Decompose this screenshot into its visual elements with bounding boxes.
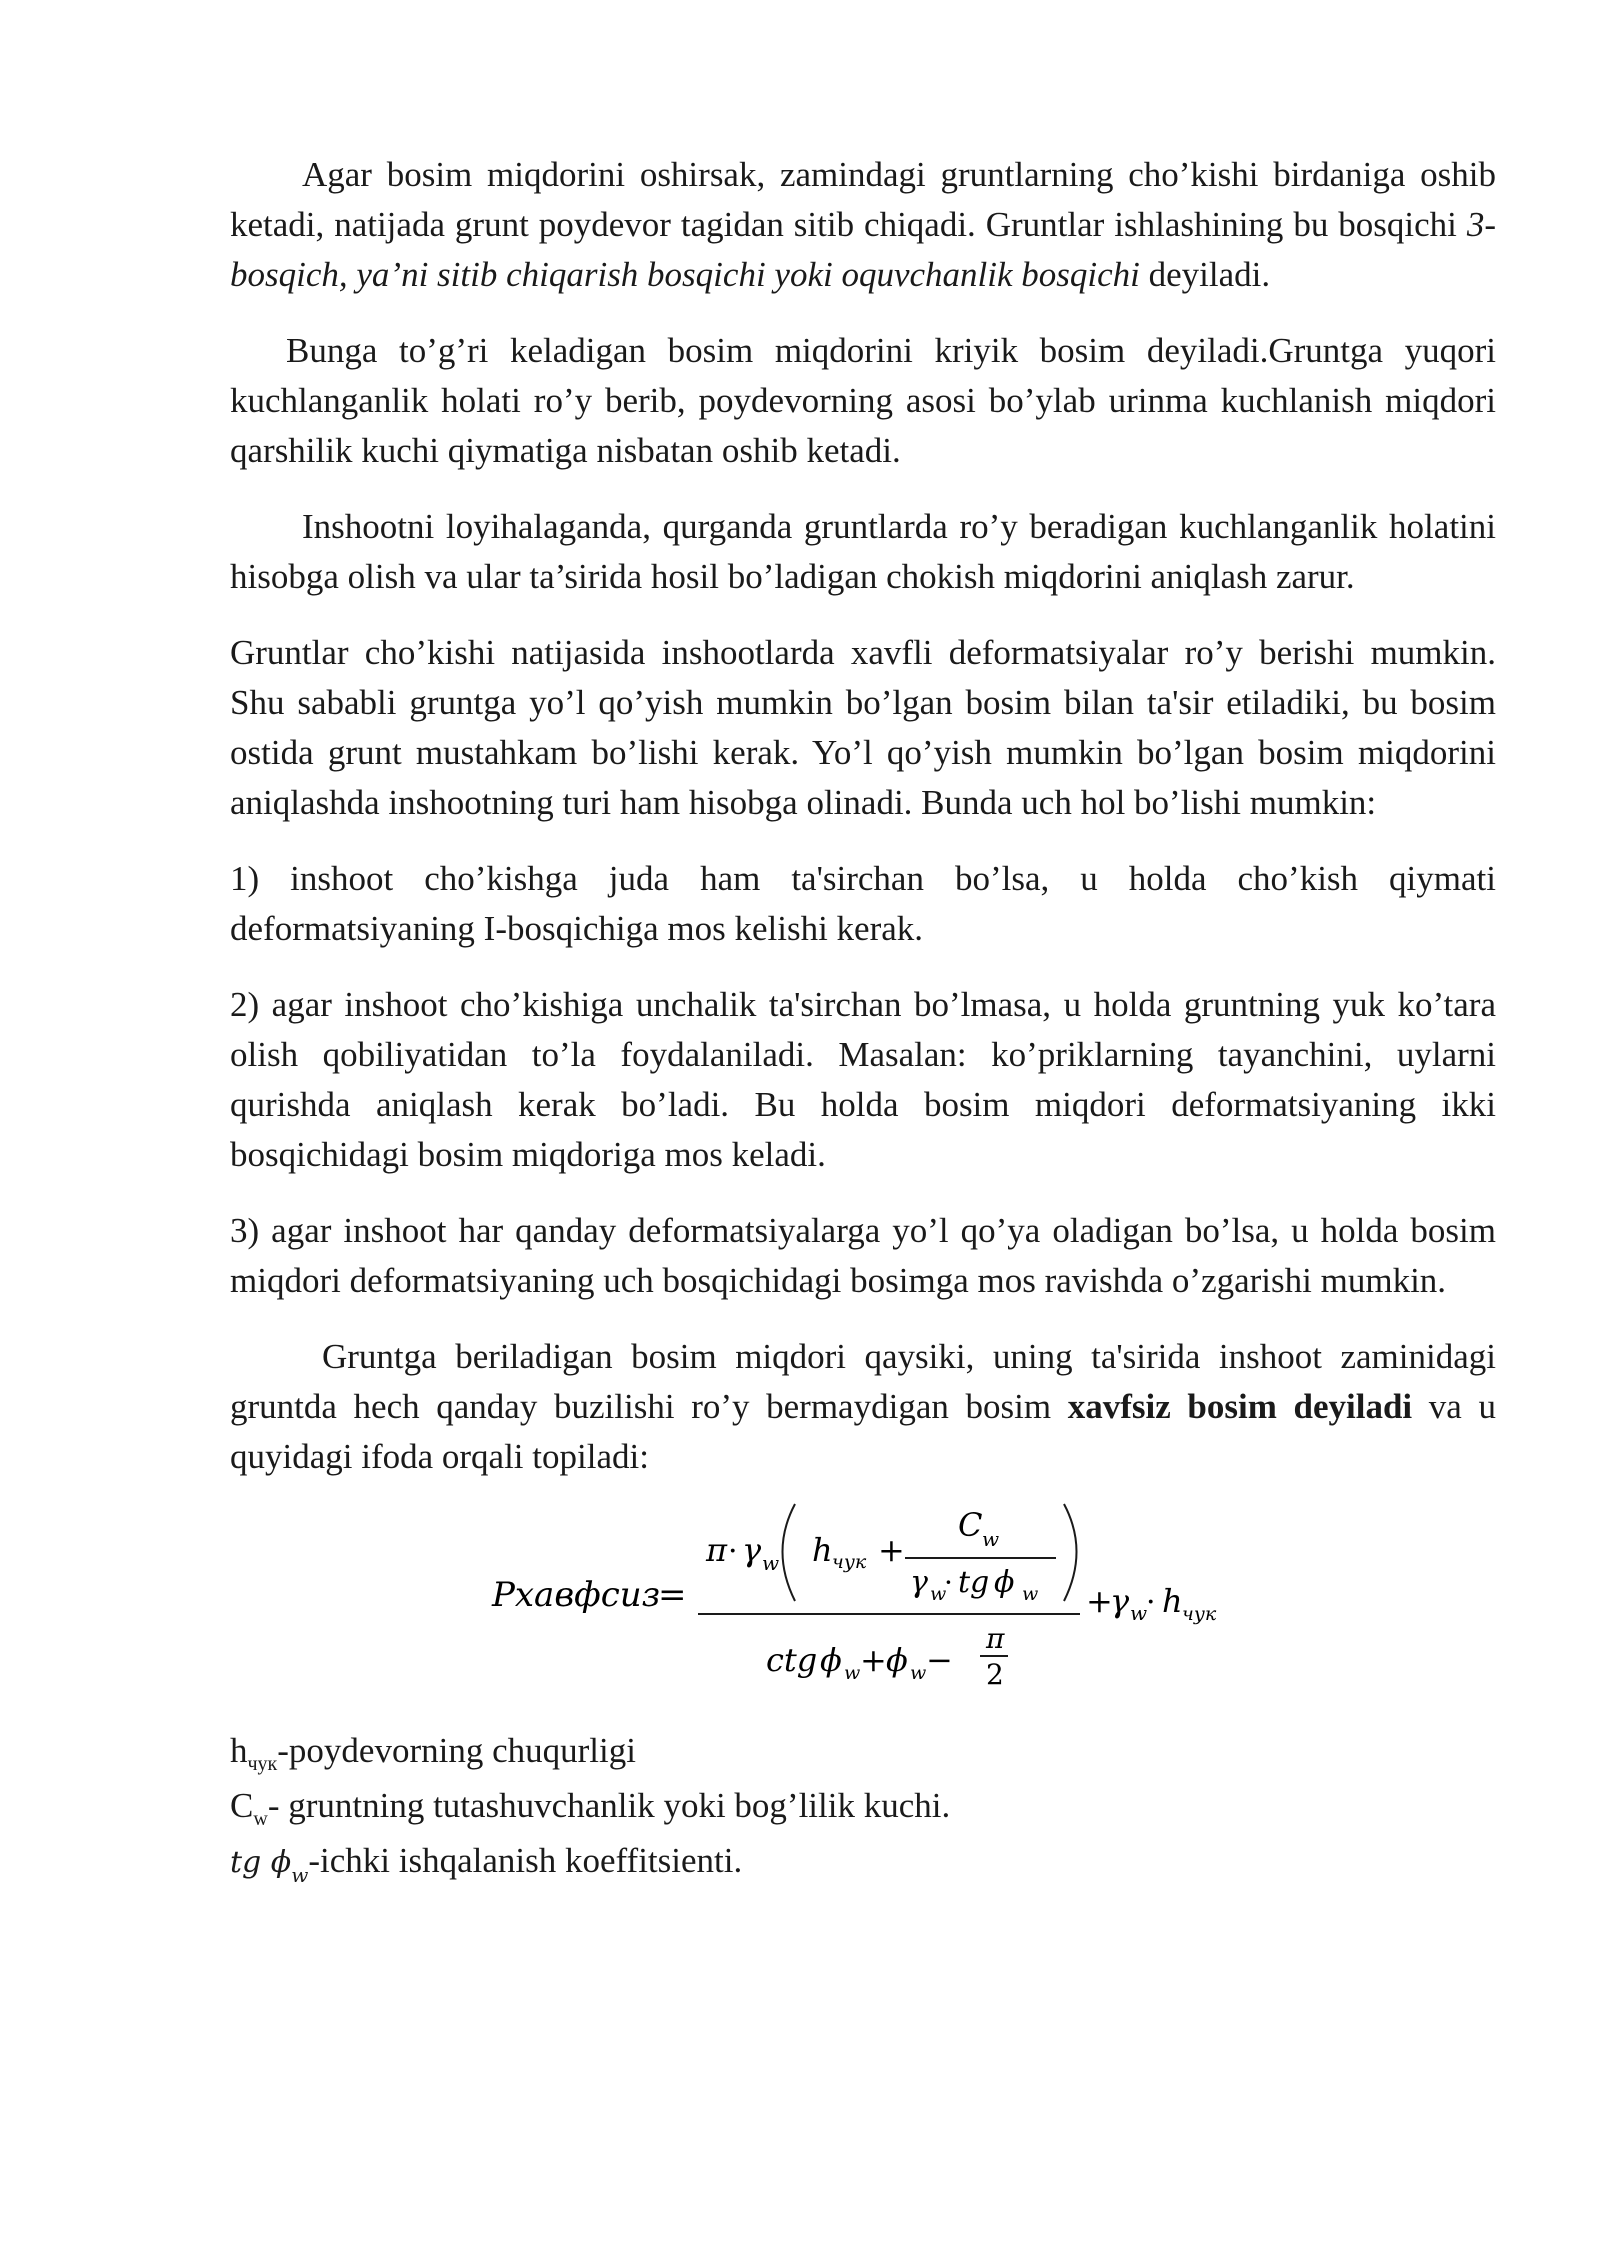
paragraph-safe-pressure <box>230 1332 1496 1482</box>
formula-svg <box>230 1496 1496 1691</box>
formula-two: 2 <box>986 1658 1004 1691</box>
paragraph-design-stress: Inshootni loyihalaganda, qurganda gruntlarda ro’y beradigan kuchlanganlik holatini hisobga olish va ular ta’sirida hosil bo’ladigan chokish miqdorini aniqlash zarur. <box>230 507 1496 596</box>
formula-sub-chuk-2: чук <box>1182 1603 1217 1625</box>
formula-h-2: h <box>1162 1582 1183 1620</box>
formula-sub-chuk-1: чук <box>832 1551 867 1573</box>
formula-plus-3: + <box>1086 1582 1113 1620</box>
paragraph-stage3-end: deyiladi. <box>1139 255 1271 294</box>
legend-h-symbol: h <box>230 1731 248 1770</box>
formula-dot-1: · <box>728 1534 738 1569</box>
formula-sub-w-5: w <box>910 1662 927 1684</box>
formula-phi-2: ϕ <box>820 1641 842 1679</box>
list-item-case-3: 3) agar inshoot har qanday deformatsiyalarga yo’l qo’ya oladigan bo’lsa, u holda bosim miqdori deformatsiyaning uch bosqichidagi bosimga mos ravishda o’zgarishi mumkin. <box>230 1211 1496 1300</box>
legend-c-text: - gruntning tutashuvchanlik yoki bog’lilik kuchi. <box>267 1786 951 1825</box>
formula-dot-2: · <box>944 1566 953 1599</box>
stage3-italic-term: 3- bosqich, ya’ni sitib chiqarish bosqichi yoki oquvchanlik bosqichi <box>230 205 1496 294</box>
formula-sub-w-6: w <box>1130 1601 1148 1625</box>
formula-plus-1: + <box>878 1531 905 1569</box>
formula-ctg: ctg <box>766 1641 818 1679</box>
formula-sub-w-4: w <box>844 1662 861 1684</box>
legend-h-subscript: чук <box>247 1753 278 1775</box>
formula-h: h <box>812 1531 833 1569</box>
legend-depth <box>230 1726 1496 1781</box>
formula-paren-left <box>783 1504 796 1601</box>
list-item-case-2: 2) agar inshoot cho’kishiga unchalik ta'sirchan bo’lmasa, u holda gruntning yuk ko’tara olish qobiliyatidan to’la foydalaniladi. Masalan: ko’priklarning tayanchini, uylarni qurishda aniqlash kerak bo’ladi. Bu holda bosim miqdori deformatsiyaning ikki bosqichidagi bosim miqdoriga mos keladi. <box>230 985 1496 1174</box>
paragraph-deformations: Gruntlar cho’kishi natijasida inshootlarda xavfli deformatsiyalar ro’y berishi mumkin. Shu sababli gruntga yo’l qo’yish mumkin bo’lgan bosim bilan ta'sir etiladiki, bu bosim ostida grunt mustahkam bo’lishi kerak. Yo’l qo’yish mumkin bo’lgan bosim miqdorini aniqlashda inshootning turi ham hisobga olinadi. Bunda uch hol bo’lishi mumkin: <box>230 633 1496 822</box>
legend-friction <box>230 1836 1496 1890</box>
formula-plus-2: + <box>860 1641 887 1679</box>
legend-tg-text: -ichki ishqalanish koeffitsienti. <box>308 1841 743 1880</box>
paragraph-safe-pressure-end: va u quyidagi ifoda orqali topiladi: <box>230 1387 1496 1476</box>
formula-sub-w-c: w <box>982 1527 1000 1551</box>
formula-pi-2: π <box>986 1622 1005 1655</box>
formula-paren-right <box>1064 1504 1077 1601</box>
formula-minus: − <box>926 1641 953 1679</box>
list-item-case-1: 1) inshoot cho’kishga juda ham ta'sirchan bo’lsa, u holda cho’kish qiymati deformatsiyaning I-bosqichiga mos kelishi kerak. <box>230 859 1496 948</box>
legend-tg-symbol: tg ϕ <box>230 1845 292 1880</box>
legend-h-text: -poydevorning chuqurligi <box>277 1731 636 1770</box>
legend-c-subscript: w <box>253 1808 268 1830</box>
paragraph-critical-pressure: Bunga to’g’ri keladigan bosim miqdorini kriyik bosim deyiladi.Gruntga yuqori kuchlanganlik holati ro’y berib, poydevorning asosi bo’ylab urinma kuchlanish miqdori qarshilik kuchi qiymatiga nisbatan oshib ketadi. <box>230 331 1496 470</box>
legend-tg-subscript: w <box>291 1863 309 1887</box>
formula-gamma-2: γ <box>910 1565 928 1600</box>
formula-sub-w-1: w <box>762 1551 780 1575</box>
formula-sub-w-3: w <box>1022 1583 1039 1605</box>
formula-lhs: Рхавфсиз <box>492 1575 661 1615</box>
legend-cohesion <box>230 1781 1496 1836</box>
formula-equals: = <box>658 1575 687 1615</box>
formula-tg: tg <box>958 1565 990 1600</box>
formula-gamma-1: γ <box>742 1531 762 1569</box>
formula-sub-w-2: w <box>930 1583 947 1605</box>
document-page <box>230 150 1496 1890</box>
safe-pressure-formula <box>230 1496 1496 1691</box>
formula-gamma-3: γ <box>1110 1582 1130 1620</box>
formula-c: C <box>958 1506 983 1544</box>
formula-phi-1: ϕ <box>994 1565 1015 1600</box>
safe-pressure-bold-term: xavfsiz bosim deyiladi <box>1067 1387 1413 1426</box>
formula-dot-3: · <box>1146 1585 1156 1620</box>
formula-pi: π <box>706 1531 728 1569</box>
legend-c-symbol: C <box>230 1786 254 1825</box>
formula-phi-3: ϕ <box>886 1641 908 1679</box>
paragraph-stage3-text: Agar bosim miqdorini oshirsak, zamindagi gruntlarning cho’kishi birdaniga oshib ketadi, natijada grunt poydevor tagidan sitib chiqadi. Gruntlar ishlashining bu bosqichi <box>230 155 1496 244</box>
paragraph-safe-pressure-text: Gruntga beriladigan bosim miqdori qaysiki, uning ta'sirida inshoot zaminidagi gruntda hech qanday buzilishi ro’y bermaydigan bosim <box>230 1337 1496 1426</box>
paragraph-stage3 <box>230 150 1496 300</box>
